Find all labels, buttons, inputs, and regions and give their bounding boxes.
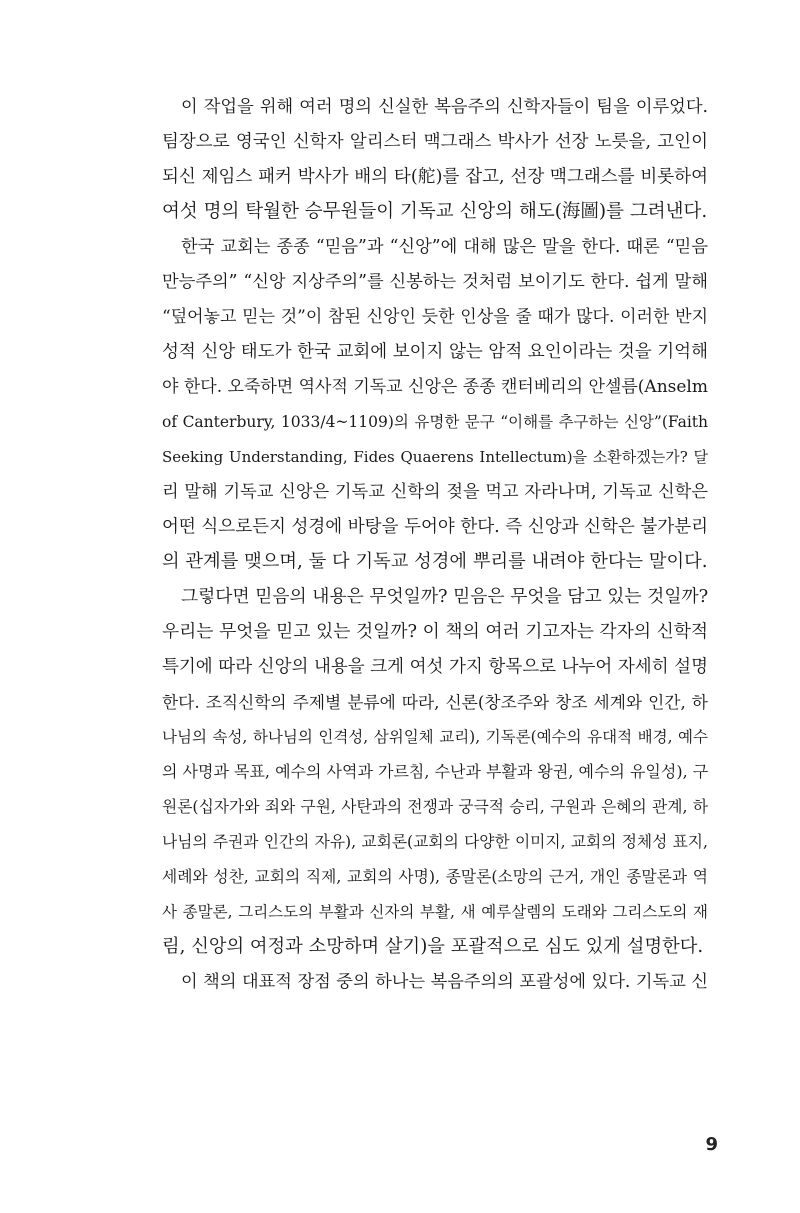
text-line: 여섯 명의 탁월한 승무원들이 기독교 신앙의 해도(海圖)를 그려낸다. xyxy=(162,201,708,222)
text-line: “덮어놓고 믿는 것”이 참된 신앙인 듯한 인상을 줄 때가 많다. 이러한 반지 xyxy=(162,307,708,327)
text-line: 어떤 식으로든지 성경에 바탕을 두어야 한다. 즉 신앙과 신학은 불가분리 xyxy=(162,517,708,537)
page-number: 9 xyxy=(705,1134,718,1155)
text-line: 만능주의” “신앙 지상주의”를 신봉하는 것처럼 보이기도 한다. 쉽게 말해 xyxy=(162,272,708,292)
text-line: 리 말해 기독교 신앙은 기독교 신학의 젖을 먹고 자라나며, 기독교 신학은 xyxy=(162,482,708,502)
text-line: 이 책의 대표적 장점 중의 하나는 복음주의의 포괄성에 있다. 기독교 신 xyxy=(181,972,708,992)
text-line: 림, 신앙의 여정과 소망하며 살기)을 포괄적으로 심도 있게 설명한다. xyxy=(162,936,704,957)
text-line: 되신 제임스 패커 박사가 배의 타(舵)를 잡고, 선장 맥그래스를 비롯하여 xyxy=(162,167,708,187)
text-line: 나님의 속성, 하나님의 인격성, 삼위일체 교리), 기독론(예수의 유대적 배경, 예수 xyxy=(162,728,708,746)
text-line: Seeking Understanding, Fides Quaerens Intellectum)을 소환하겠는가? 달 xyxy=(162,448,708,466)
text-line: 그렇다면 믿음의 내용은 무엇일까? 믿음은 무엇을 담고 있는 것일까? xyxy=(181,587,709,607)
text-line: 우리는 무엇을 믿고 있는 것일까? 이 책의 여러 기고자는 각자의 신학적 xyxy=(162,622,709,642)
text-line: 의 사명과 목표, 예수의 사역과 가르침, 수난과 부활과 왕권, 예수의 유일성), 구 xyxy=(162,762,709,781)
text-line: 의 관계를 맺으며, 둘 다 기독교 성경에 뿌리를 내려야 한다는 말이다. xyxy=(162,551,708,572)
text-line: 야 한다. 오죽하면 역사적 기독교 신앙은 종종 캔터베리의 안셀름(Anselm xyxy=(162,377,708,397)
text-line: 성적 신앙 태도가 한국 교회에 보이지 않는 암적 요인이라는 것을 기억해 xyxy=(162,342,708,362)
text-line: of Canterbury, 1033/4~1109)의 유명한 문구 “이해를 추구하는 신앙”(Faith xyxy=(162,413,708,431)
text-line: 이 작업을 위해 여러 명의 신실한 복음주의 신학자들이 팀을 이루었다. xyxy=(181,97,708,117)
text-line: 사 종말론, 그리스도의 부활과 신자의 부활, 새 예루살렘의 도래와 그리스도의 재 xyxy=(162,903,708,921)
text-line: 팀장으로 영국인 신학자 알리스터 맥그래스 박사가 선장 노릇을, 고인이 xyxy=(162,132,708,152)
text-line: 원론(십자가와 죄와 구원, 사탄과의 전쟁과 궁극적 승리, 구원과 은혜의 관계, 하 xyxy=(162,797,708,816)
text-line: 나님의 주권과 인간의 자유), 교회론(교회의 다양한 이미지, 교회의 정체성 표지, xyxy=(162,832,708,851)
text-line: 한다. 조직신학의 주제별 분류에 따라, 신론(창조주와 창조 세계와 인간, 하 xyxy=(162,692,708,712)
text-line: 특기에 따라 신앙의 내용을 크게 여섯 가지 항목으로 나누어 자세히 설명 xyxy=(162,657,708,677)
text-line: 한국 교회는 종종 “믿음”과 “신앙”에 대해 많은 말을 한다. 때론 “믿음 xyxy=(181,237,708,257)
text-line: 세례와 성찬, 교회의 직제, 교회의 사명), 종말론(소망의 근거, 개인 종말론과 역 xyxy=(162,867,708,886)
